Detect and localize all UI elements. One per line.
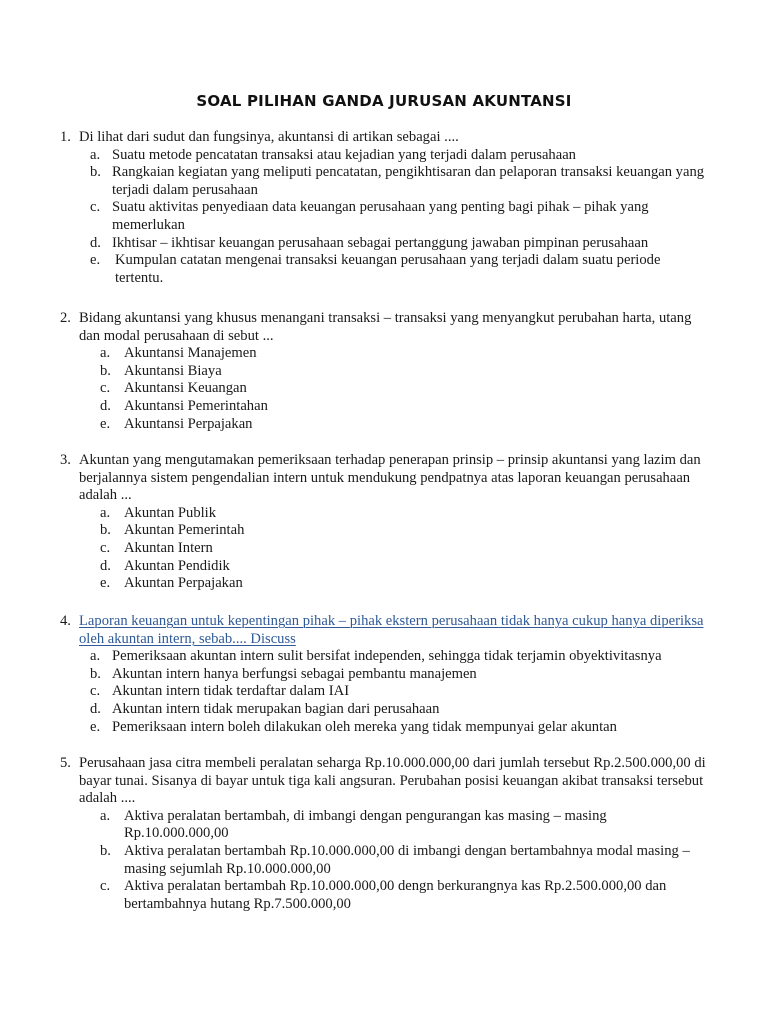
question-text: Akuntan yang mengutamakan pemeriksaan terhadap penerapan prinsip – prinsip akuntansi yang lazim dan berjalannya sistem pengendalian intern untuk mendukung pendpatnya atas laporan keuangan perusahaan adalah ...	[79, 452, 701, 504]
document-title: SOAL PILIHAN GANDA JURUSAN AKUNTANSI	[196, 92, 572, 110]
option-text: Pemeriksaan akuntan intern sulit bersifat independen, sehingga tidak terjamin obyektivitasnya	[112, 648, 662, 665]
option-label: c.	[90, 683, 101, 700]
option-label: b.	[100, 362, 111, 379]
option-a	[90, 147, 710, 165]
question-number: 2.	[60, 310, 71, 326]
option-a	[100, 345, 710, 363]
option-b	[100, 363, 710, 381]
option-list	[90, 147, 710, 288]
question-text: Bidang akuntansi yang khusus menangani transaksi – transaksi yang menyangkut perubahan harta, utang dan modal perusahaan di sebut ...	[79, 310, 692, 344]
option-text: Akuntansi Manajemen	[124, 345, 257, 362]
question-1	[60, 129, 710, 287]
option-label: c.	[90, 199, 101, 216]
option-list	[100, 345, 710, 433]
question-number: 3.	[60, 452, 71, 468]
option-text: Akuntan Intern	[124, 539, 213, 556]
option-label: d.	[100, 557, 111, 574]
question-text: Perusahaan jasa citra membeli peralatan seharga Rp.10.000.000,00 dari jumlah tersebut Rp.2.500.000,00 di bayar tunai. Sisanya di bayar untuk tiga kali angsuran. Perubahan posisi keuangan akibat transaksi tersebut adalah ....	[79, 755, 706, 807]
option-label: e.	[90, 718, 101, 735]
option-label: e.	[100, 415, 111, 432]
option-label: b.	[100, 522, 111, 539]
question-4	[60, 613, 710, 736]
option-label: b.	[90, 164, 101, 181]
option-label: d.	[90, 700, 101, 717]
option-b	[100, 522, 710, 540]
option-c	[100, 878, 710, 913]
option-text: Akuntansi Keuangan	[124, 380, 247, 397]
option-text: Akuntan intern tidak merupakan bagian dari perusahaan	[112, 700, 440, 717]
option-d	[100, 398, 710, 416]
option-text: Akuntan Publik	[124, 504, 217, 521]
option-list	[100, 808, 710, 914]
option-label: a.	[100, 807, 111, 824]
option-label: d.	[90, 234, 101, 251]
option-d	[100, 558, 710, 576]
question-2	[60, 310, 710, 433]
option-text: Akuntan intern hanya berfungsi sebagai pembantu manajemen	[112, 665, 477, 682]
option-a	[90, 648, 710, 666]
option-label: c.	[100, 539, 111, 556]
question-number: 5.	[60, 755, 71, 771]
option-d	[90, 701, 710, 719]
option-label: e.	[90, 252, 101, 269]
question-number: 1.	[60, 129, 71, 145]
option-label: a.	[100, 345, 111, 362]
option-text: Kumpulan catatan mengenai transaksi keuangan perusahaan yang terjadi dalam suatu periode tertentu.	[115, 252, 661, 286]
option-list	[90, 648, 710, 736]
option-a	[100, 505, 710, 523]
option-text: Aktiva peralatan bertambah Rp.10.000.000,00 di imbangi dengan bertambahnya modal masing – masing sejumlah Rp.10.000.000,00	[124, 842, 690, 877]
option-c	[90, 199, 710, 234]
option-text: Akuntan Pendidik	[124, 557, 230, 574]
option-text: Pemeriksaan intern boleh dilakukan oleh mereka yang tidak mempunyai gelar akuntan	[112, 718, 617, 735]
option-label: c.	[100, 380, 111, 397]
option-label: b.	[100, 842, 111, 859]
option-text: Aktiva peralatan bertambah, di imbangi dengan pengurangan kas masing – masing Rp.10.000.000,00	[124, 807, 607, 842]
option-b	[90, 164, 710, 199]
option-label: b.	[90, 665, 101, 682]
option-text: Suatu aktivitas penyediaan data keuangan perusahaan yang penting bagi pihak – pihak yang memerlukan	[112, 199, 649, 233]
option-c	[100, 380, 710, 398]
option-text: Akuntan Pemerintah	[124, 522, 245, 539]
option-text: Akuntan Perpajakan	[124, 575, 243, 592]
option-label: a.	[100, 504, 111, 521]
option-text: Akuntansi Biaya	[124, 362, 222, 379]
question-3	[60, 452, 710, 593]
option-label: c.	[100, 878, 111, 895]
question-text: Di lihat dari sudut dan fungsinya, akuntansi di artikan sebagai ....	[79, 129, 459, 145]
option-b	[90, 666, 710, 684]
option-b	[100, 843, 710, 878]
option-list	[100, 505, 710, 593]
option-d	[90, 235, 710, 253]
option-label: a.	[90, 648, 101, 665]
option-label: e.	[100, 575, 111, 592]
option-text: Ikhtisar – ikhtisar keuangan perusahaan sebagai pertanggung jawaban pimpinan perusahaan	[112, 234, 649, 251]
option-text: Rangkaian kegiatan yang meliputi pencatatan, pengikhtisaran dan pelaporan transaksi keuangan yang terjadi dalam perusahaan	[112, 164, 705, 198]
question-number: 4.	[60, 613, 71, 629]
option-label: a.	[90, 146, 101, 163]
option-text: Aktiva peralatan bertambah Rp.10.000.000,00 dengn berkurangnya kas Rp.2.500.000,00 dan bertambahnya hutang Rp.7.500.000,00	[124, 878, 667, 912]
option-c	[100, 540, 710, 558]
option-e	[100, 575, 710, 593]
option-text: Akuntansi Perpajakan	[124, 415, 253, 432]
option-a	[100, 808, 710, 843]
option-text: Suatu metode pencatatan transaksi atau kejadian yang terjadi dalam perusahaan	[112, 146, 576, 163]
option-label: d.	[100, 397, 111, 414]
option-c	[90, 683, 710, 701]
question-text-link[interactable]: Laporan keuangan untuk kepentingan pihak – pihak ekstern perusahaan tidak hanya cukup hanya diperiksa oleh akuntan intern, sebab.... Discuss	[79, 613, 704, 647]
option-e	[90, 719, 710, 737]
option-e	[100, 416, 710, 434]
question-5	[60, 755, 710, 913]
option-text: Akuntansi Pemerintahan	[124, 397, 268, 414]
option-text: Akuntan intern tidak terdaftar dalam IAI	[112, 683, 350, 700]
option-e	[90, 252, 710, 287]
